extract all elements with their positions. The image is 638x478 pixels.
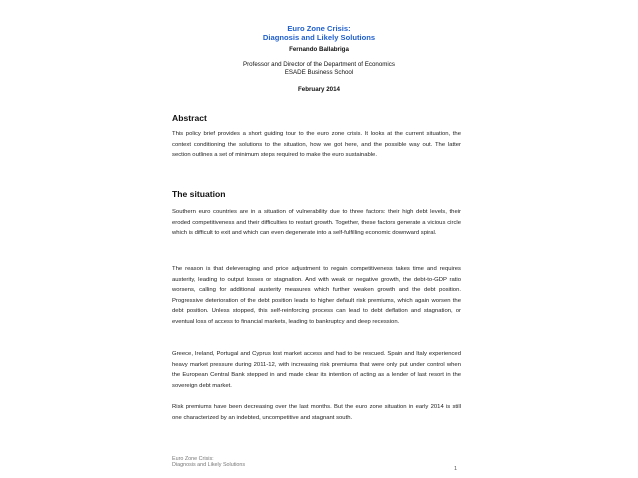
title-line-2: Diagnosis and Likely Solutions	[262, 33, 376, 42]
situation-paragraph-3: Greece, Ireland, Portugal and Cyprus lost market access and had to be rescued. Spain and Italy experienced heavy market pressure during 2011-12, with increasing risk premiums that were only put under control when the European Central Bank stepped in and made clear its intention of acting as a lender of last resort in the sovereign debt market.	[172, 351, 461, 389]
situation-paragraph-1: Southern euro countries are in a situation of vulnerability due to three factors: their high debt levels, their eroded competitiveness and their difficulties to restart growth. Together, these factors generate a vicious circle which is difficult to exit and which can even degenerate into a self-fulfilling economic downward spiral.	[172, 209, 461, 237]
title-line-1: Euro Zone Crisis:	[287, 24, 351, 33]
situation-paragraph-2: The reason is that deleveraging and price adjustment to regain competitiveness takes time and requires austerity, leading to output losses or stagnation. And with weak or negative growth, the debt-to-GDP ratio worsens, calling for additional austerity measures which further weaken growth and the debt position. Progressive deterioration of the debt position leads to higher default risk premiums, which again worsen the debt position. Unless stopped, this self-reinforcing process can lead to debt deflation and stagnation, or eventual loss of access to financial markets, leading to bankruptcy and deep recession.	[172, 266, 461, 325]
situation-heading: The situation	[172, 189, 226, 199]
affiliation-line-1: Professor and Director of the Department of Economics	[242, 61, 395, 68]
author-name: Fernando Ballabriga	[289, 46, 349, 53]
footer-line-1: Euro Zone Crisis:	[172, 456, 214, 462]
abstract-text: This policy brief provides a short guiding tour to the euro zone crisis. It looks at the current situation, the context conditioning the solutions to the situation, how we got here, and the possible way out. The latter section outlines a set of minimum steps required to make the euro sustainable.	[172, 131, 461, 159]
situation-paragraph-4: Risk premiums have been decreasing over the last months. But the euro zone situation in early 2014 is still one characterized by an indebted, uncompetitive and stagnant south.	[172, 404, 461, 421]
affiliation-line-2: ESADE Business School	[284, 69, 354, 76]
document-date: February 2014	[298, 86, 340, 93]
abstract-heading: Abstract	[172, 113, 207, 123]
page-number: 1	[454, 466, 458, 472]
footer-line-2: Diagnosis and Likely Solutions	[172, 462, 246, 468]
